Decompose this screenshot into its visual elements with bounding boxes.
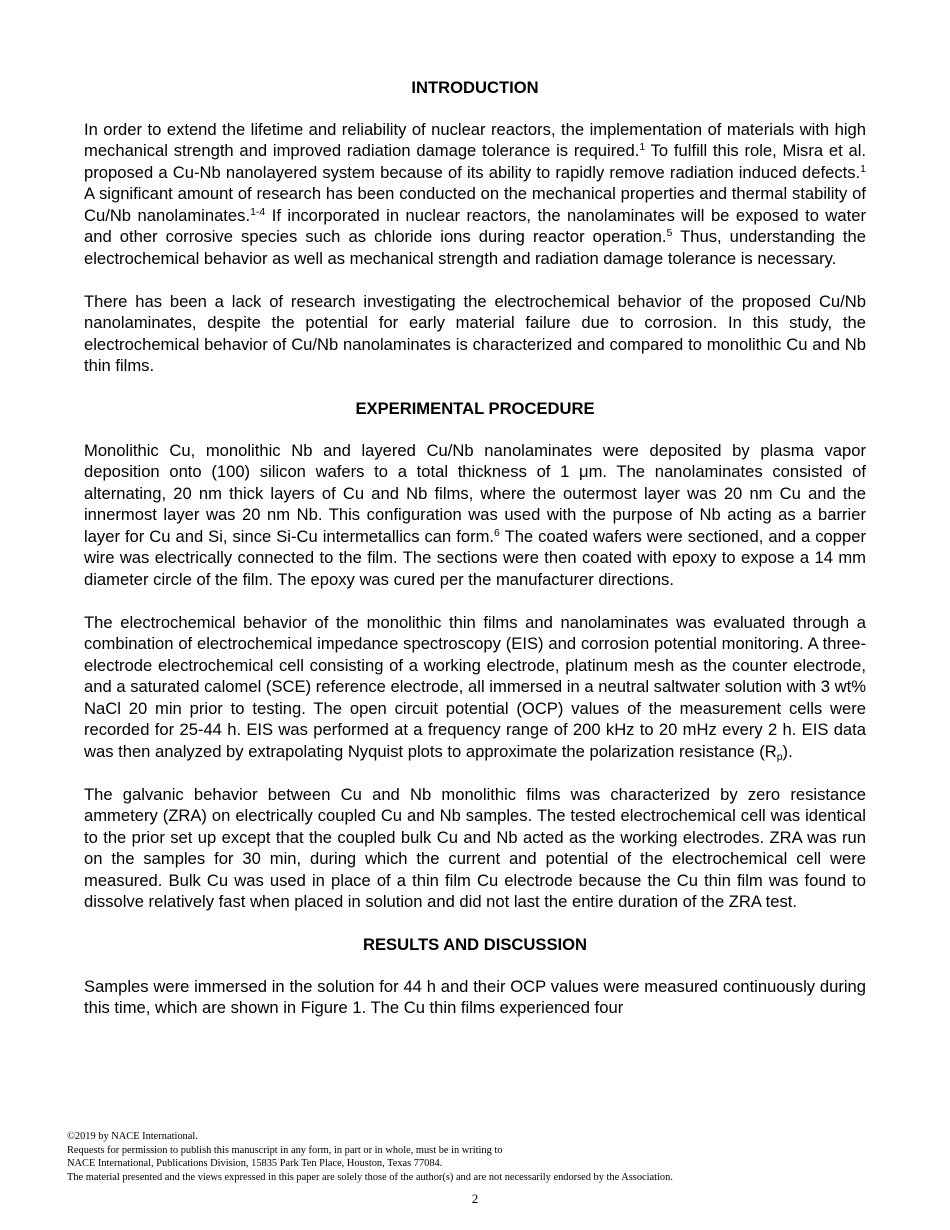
citation: 1 <box>639 141 646 153</box>
citation: 1-4 <box>250 205 266 218</box>
text-run: In order to extend the lifetime and reliability of nuclear reactors, the implementation of materials with high mechanical strength and improved radiation damage tolerance is required. <box>84 119 866 160</box>
subscript: p <box>776 750 783 763</box>
text-run: ). <box>782 741 793 761</box>
footer-line: NACE International, Publications Division, 15835 Park Ten Place, Houston, Texas 77084. <box>67 1158 443 1169</box>
introduction-heading: INTRODUCTION <box>411 78 539 97</box>
introduction-paragraph-2: There has been a lack of research investigating the electrochemical behavior of the proposed Cu/Nb nanolaminates, despite the potential for early material failure due to corrosion. In this study, the electrochemical behavior of Cu/Nb nanolaminates is characterized and compared to monolithic Cu and Nb thin films. <box>84 291 866 375</box>
text-run: Monolithic Cu, monolithic Nb and layered Cu/Nb nanolaminates were deposited by plasma vapor deposition onto (100) silicon wafers to a total thickness of 1 μm. The nanolaminates consisted of alternating, 20 nm thick layers of Cu and Nb films, where the outermost layer was 20 nm Cu and the innermost layer was 20 nm Nb. This configuration was used with the purpose of Nb acting as a barrier layer for Cu and Si, since Si-Cu intermetallics can form. <box>84 440 866 546</box>
experimental-paragraph-2 <box>84 612 866 763</box>
citation: 1 <box>860 162 866 175</box>
page-number: 2 <box>471 1191 479 1206</box>
introduction-paragraph-1 <box>84 119 866 270</box>
experimental-heading: EXPERIMENTAL PROCEDURE <box>355 399 595 418</box>
text-run: If incorporated in nuclear reactors, the nanolaminates will be exposed to water and other corrosive species such as chloride ions during reactor operation. <box>84 205 866 246</box>
results-heading: RESULTS AND DISCUSSION <box>362 935 588 954</box>
experimental-paragraph-1 <box>84 440 866 591</box>
footer-line: Requests for permission to publish this manuscript in any form, in part or in whole, must be in writing to <box>67 1144 503 1156</box>
copyright-notice: ©2019 by NACE International. <box>67 1131 198 1142</box>
citation: 5 <box>666 227 673 239</box>
citation: 6 <box>494 526 500 539</box>
footer-line: The material presented and the views expressed in this paper are solely those of the author(s) and are not necessarily endorsed by the Association. <box>67 1171 673 1183</box>
results-paragraph-1: Samples were immersed in the solution for 44 h and their OCP values were measured continuously during this time, which are shown in Figure 1. The Cu thin films experienced four <box>84 976 866 1017</box>
text-run: To fulfill this role, Misra et al. proposed a Cu-Nb nanolayered system because of its ability to rapidly remove radiation induced defects. <box>84 141 866 182</box>
text-run: The electrochemical behavior of the monolithic thin films and nanolaminates was evaluated through a combination of electrochemical impedance spectroscopy (EIS) and corrosion potential monitoring. A three-electrode electrochemical cell consisting of a working electrode, platinum mesh as the counter electrode, and a saturated calomel (SCE) reference electrode, all immersed in a neutral saltwater solution with 3 wt% NaCl 20 min prior to testing. The open circuit potential (OCP) values of the measurement cells were recorded for 25-44 h. EIS was performed at a frequency range of 200 kHz to 20 mHz every 2 h. EIS data was then analyzed by extrapolating Nyquist plots to approximate the polarization resistance (R <box>84 612 866 761</box>
text-run: Thus, understanding the electrochemical behavior as well as mechanical strength and radiation damage tolerance is necessary. <box>84 227 866 268</box>
page-footer <box>67 1130 887 1184</box>
text-run: The coated wafers were sectioned, and a copper wire was electrically connected to the film. The sections were then coated with epoxy to expose a 14 mm diameter circle of the film. The epoxy was cured per the manufacturer directions. <box>84 526 866 589</box>
text-run: A significant amount of research has been conducted on the mechanical properties and thermal stability of Cu/Nb nanolaminates. <box>84 184 866 225</box>
page-body <box>84 77 866 1040</box>
experimental-paragraph-3: The galvanic behavior between Cu and Nb monolithic films was characterized by zero resistance ammetery (ZRA) on electrically coupled Cu and Nb samples. The tested electrochemical cell was identical to the prior set up except that the coupled bulk Cu and Nb acted as the working electrodes. ZRA was run on the samples for 30 min, during which the current and potential of the electrochemical cell were measured. Bulk Cu was used in place of a thin film Cu electrode because the Cu thin film was found to dissolve relatively fast when placed in solution and did not last the entire duration of the ZRA test. <box>84 784 866 911</box>
